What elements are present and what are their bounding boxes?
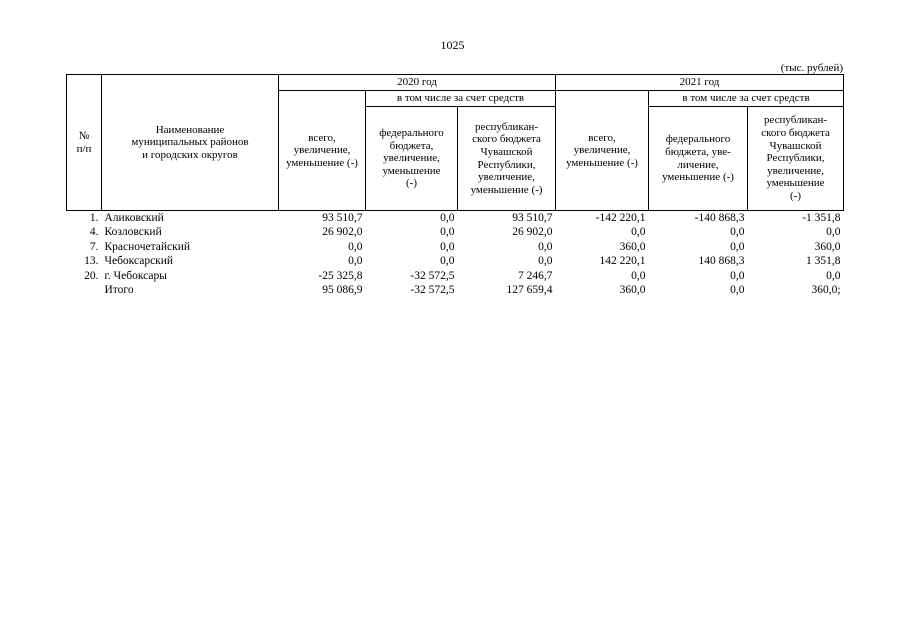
row-number: 1. [89, 211, 99, 224]
header-total-2020: всего, увеличение, уменьшение (-) [279, 91, 366, 211]
row-number [67, 284, 102, 299]
municipality-name: Красночетайский [104, 240, 191, 253]
federal-2020: 0,0 [440, 211, 455, 224]
total-2020: 0,0 [348, 255, 363, 268]
republic-2021: 360,0 [814, 240, 841, 253]
total-2020: 26 902,0 [322, 226, 363, 239]
total-2021: 0,0 [631, 226, 646, 239]
republic-2020: 0,0 [538, 240, 553, 253]
republic-2021: 360,0; [811, 284, 841, 297]
total-2021: -142 220,1 [595, 211, 646, 224]
republic-2021: 0,0 [826, 226, 841, 239]
total-2021: 0,0 [631, 269, 646, 282]
table-row [67, 211, 844, 226]
table-row [67, 226, 844, 241]
header-federal-2020: федерального бюджета, увеличение, уменьшение (-) [366, 107, 458, 211]
republic-2021: 1 351,8 [806, 255, 841, 268]
table-row-total [67, 284, 844, 299]
header-republic-2020: республикан- ского бюджета Чувашской Республики, увеличение, уменьшение (-) [458, 107, 556, 211]
total-2021: 360,0 [619, 284, 646, 297]
header-row-number: № п/п [67, 75, 102, 211]
table-row [67, 240, 844, 255]
header-municipality-name: Наименование муниципальных районов и городских округов [102, 75, 279, 211]
federal-2020: 0,0 [440, 226, 455, 239]
republic-2020: 26 902,0 [512, 226, 553, 239]
federal-2021: 0,0 [730, 240, 745, 253]
total-2020: 0,0 [348, 240, 363, 253]
page-number: 1025 [440, 38, 465, 52]
republic-2021: -1 351,8 [802, 211, 841, 224]
municipality-name: Итого [104, 284, 134, 297]
total-2020: 93 510,7 [322, 211, 363, 224]
header-sources-2020: в том числе за счет средств [366, 91, 556, 107]
federal-2020: 0,0 [440, 255, 455, 268]
table-row [67, 269, 844, 284]
federal-2020: -32 572,5 [410, 269, 455, 282]
municipality-name: г. Чебоксары [104, 269, 167, 282]
total-2021: 142 220,1 [599, 255, 646, 268]
units-note: (тыс. рублей) [780, 62, 843, 74]
row-number: 7. [89, 240, 99, 253]
municipality-name: Аликовский [104, 211, 164, 224]
header-sources-2021: в том числе за счет средств [649, 91, 844, 107]
budget-table [66, 74, 844, 298]
header-federal-2021: федерального бюджета, уве- личение, уменьшение (-) [649, 107, 748, 211]
total-2020: 95 086,9 [322, 284, 363, 297]
row-number: 4. [89, 226, 99, 239]
federal-2021: 0,0 [730, 269, 745, 282]
republic-2020: 127 659,4 [506, 284, 553, 297]
federal-2021: 0,0 [730, 284, 745, 297]
row-number: 13. [84, 255, 99, 268]
republic-2020: 7 246,7 [518, 269, 553, 282]
municipality-name: Чебоксарский [104, 255, 174, 268]
header-total-2021: всего, увеличение, уменьшение (-) [556, 91, 649, 211]
header-year-2020: 2020 год [279, 75, 556, 91]
row-number: 20. [84, 269, 99, 282]
federal-2020: -32 572,5 [410, 284, 455, 297]
header-year-2021: 2021 год [556, 75, 844, 91]
federal-2021: 0,0 [730, 226, 745, 239]
municipality-name: Козловский [104, 226, 162, 239]
federal-2020: 0,0 [440, 240, 455, 253]
header-republic-2021: республикан- ского бюджета Чувашской Республики, увеличение, уменьшение (-) [748, 107, 844, 211]
republic-2021: 0,0 [826, 269, 841, 282]
federal-2021: -140 868,3 [694, 211, 745, 224]
total-2021: 360,0 [619, 240, 646, 253]
federal-2021: 140 868,3 [698, 255, 745, 268]
table-row [67, 255, 844, 270]
total-2020: -25 325,8 [318, 269, 363, 282]
republic-2020: 0,0 [538, 255, 553, 268]
republic-2020: 93 510,7 [512, 211, 553, 224]
